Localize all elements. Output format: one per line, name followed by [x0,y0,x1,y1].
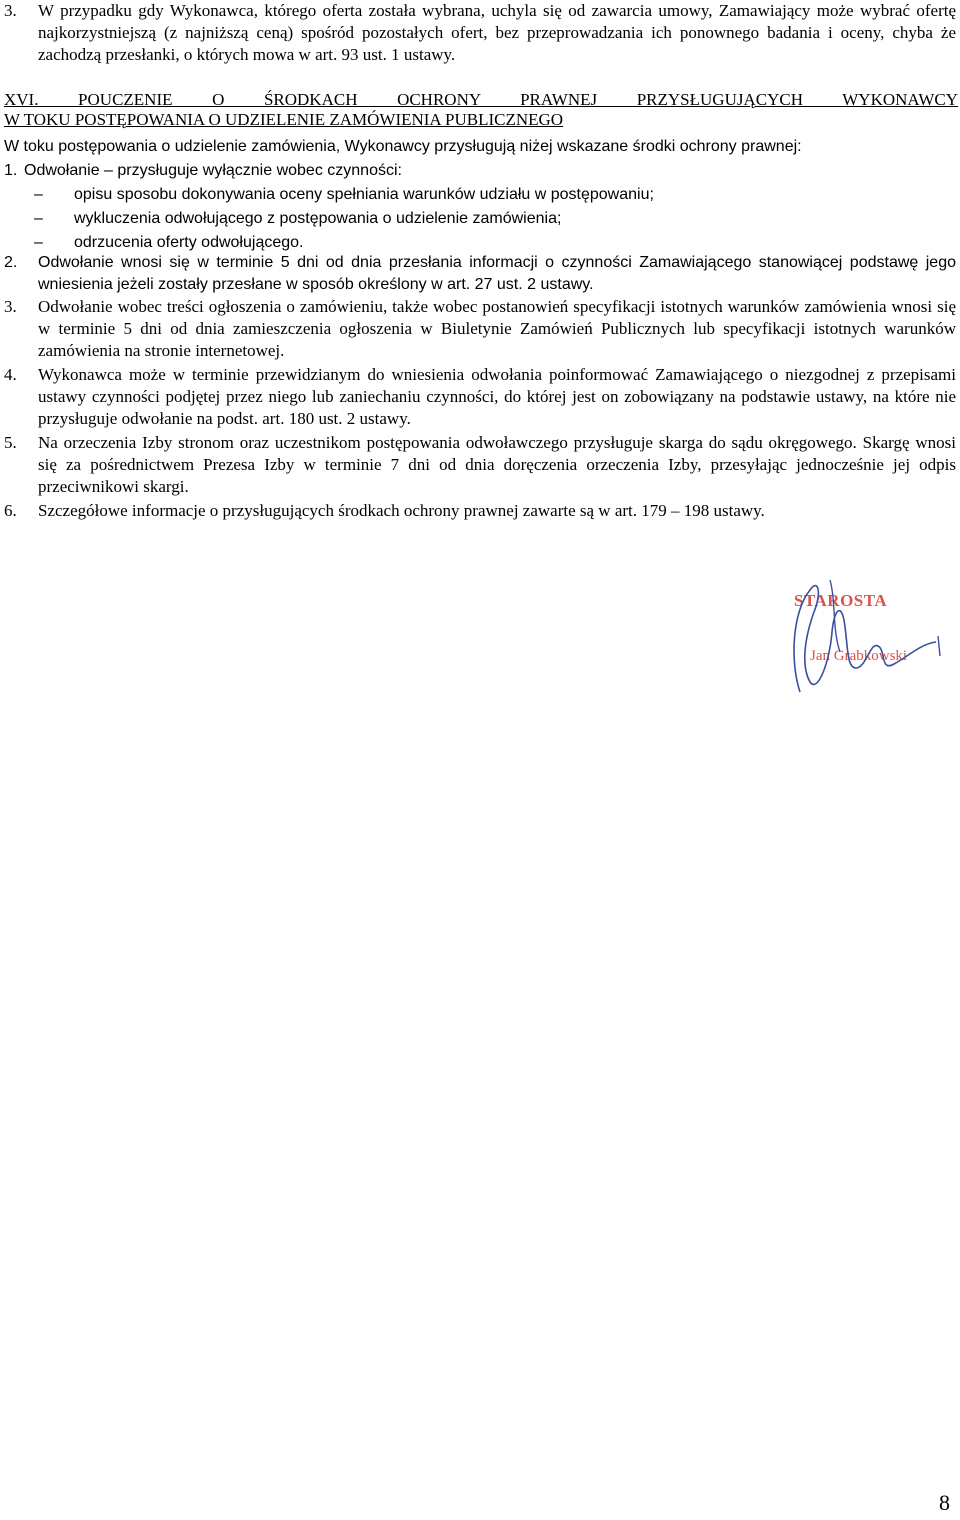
dash-bullet: – [34,210,43,227]
dash-bullet: – [34,186,43,203]
page-number: 8 [939,1490,950,1515]
item-number: 1. [4,162,18,179]
item-number: 3. [4,297,17,316]
list-item-2 [4,252,956,296]
section-heading-line2: W TOKU POSTĘPOWANIA O UDZIELENIE ZAMÓWIENIA PUBLICZNEGO [4,110,564,129]
dash-bullet: – [34,234,43,251]
subitem-text: odrzucenia oferty odwołującego. [74,234,304,251]
item-text: Odwołanie wobec treści ogłoszenia o zamówieniu, także wobec postanowień specyfikacji istotnych warunków zamówienia wnosi się w terminie 5 dni od dnia zamieszczenia ogłoszenia w Biuletynie Zamówień Publicznych lub specyfikacji istotnych warunków zamówienia na stronie internetowej. [38,297,956,360]
item-number: 3. [4,1,17,20]
item-text: Na orzeczenia Izby stronom oraz uczestnikom postępowania odwoławczego przysługuje skarga do sądu okręgowego. Skargę wnosi się za pośrednictwem Prezesa Izby w terminie 7 dni od dnia doręczenia orzeczenia Izby, przesyłając jednocześnie jej odpis przeciwnikowi skargi. [38,433,956,496]
item-text: W przypadku gdy Wykonawca, którego oferta została wybrana, uchyla się od zawarcia umowy, Zamawiający może wybrać ofertę najkorzystniejszą (z najniższą ceną) spośród pozostałych ofert, bez przeprowadzania ich ponownego badania i oceny, chyba że zachodzą przesłanki, o których mowa w art. 93 ust. 1 ustawy. [38,1,956,64]
section-heading [4,90,958,130]
list-item-1 [4,160,956,182]
signature-stroke [938,636,940,656]
subitem-list [34,184,934,256]
stamp-title: STAROSTA [794,591,888,610]
item-number: 2. [4,254,18,271]
stamp-signature [770,572,950,702]
item-text: Odwołanie – przysługuje wyłącznie wobec czynności: [24,162,402,179]
item-text: Szczegółowe informacje o przysługujących środkach ochrony prawnej zawarte są w art. 179 – 198 ustawy. [38,501,765,520]
subitem-text: wykluczenia odwołującego z postępowania o udzielenie zamówienia; [74,210,562,227]
paragraph-item-3-previous [4,0,956,66]
list-item-6 [4,500,956,522]
stamp-name: Jan Grabkowski [810,648,908,664]
subitem-text: opisu sposobu dokonywania oceny spełniania warunków udziału w postępowaniu; [74,186,654,203]
list-item [34,184,934,208]
item-text: Wykonawca może w terminie przewidzianym do wniesienia odwołania poinformować Zamawiającego o niezgodnej z przepisami ustawy czynności podjętej przez niego lub zaniechaniu czynności, do której jest on zobowiązany na podstawie ustawy, na które nie przysługuje odwołanie na podst. art. 180 ust. 2 ustawy. [38,365,956,428]
item-text: Odwołanie wnosi się w terminie 5 dni od dnia przesłania informacji o czynności Zamawiającego stanowiącej podstawę jego wniesienia jeżeli zostały przesłane w sposób określony w art. 27 ust. 2 ustawy. [38,254,956,293]
item-number: 5. [4,433,17,452]
list-item [34,208,934,232]
list-item-3 [4,296,956,362]
item-number: 6. [4,501,17,520]
section-heading-line1: XVI. POUCZENIE O ŚRODKACH OCHRONY PRAWNEJ PRZYSŁUGUJĄCYCH WYKONAWCY [4,90,958,109]
item-number: 4. [4,365,17,384]
list-item-5 [4,432,956,498]
section-intro: W toku postępowania o udzielenie zamówienia, Wykonawcy przysługują niżej wskazane środki ochrony prawnej: [4,138,802,155]
list-item-4 [4,364,956,430]
